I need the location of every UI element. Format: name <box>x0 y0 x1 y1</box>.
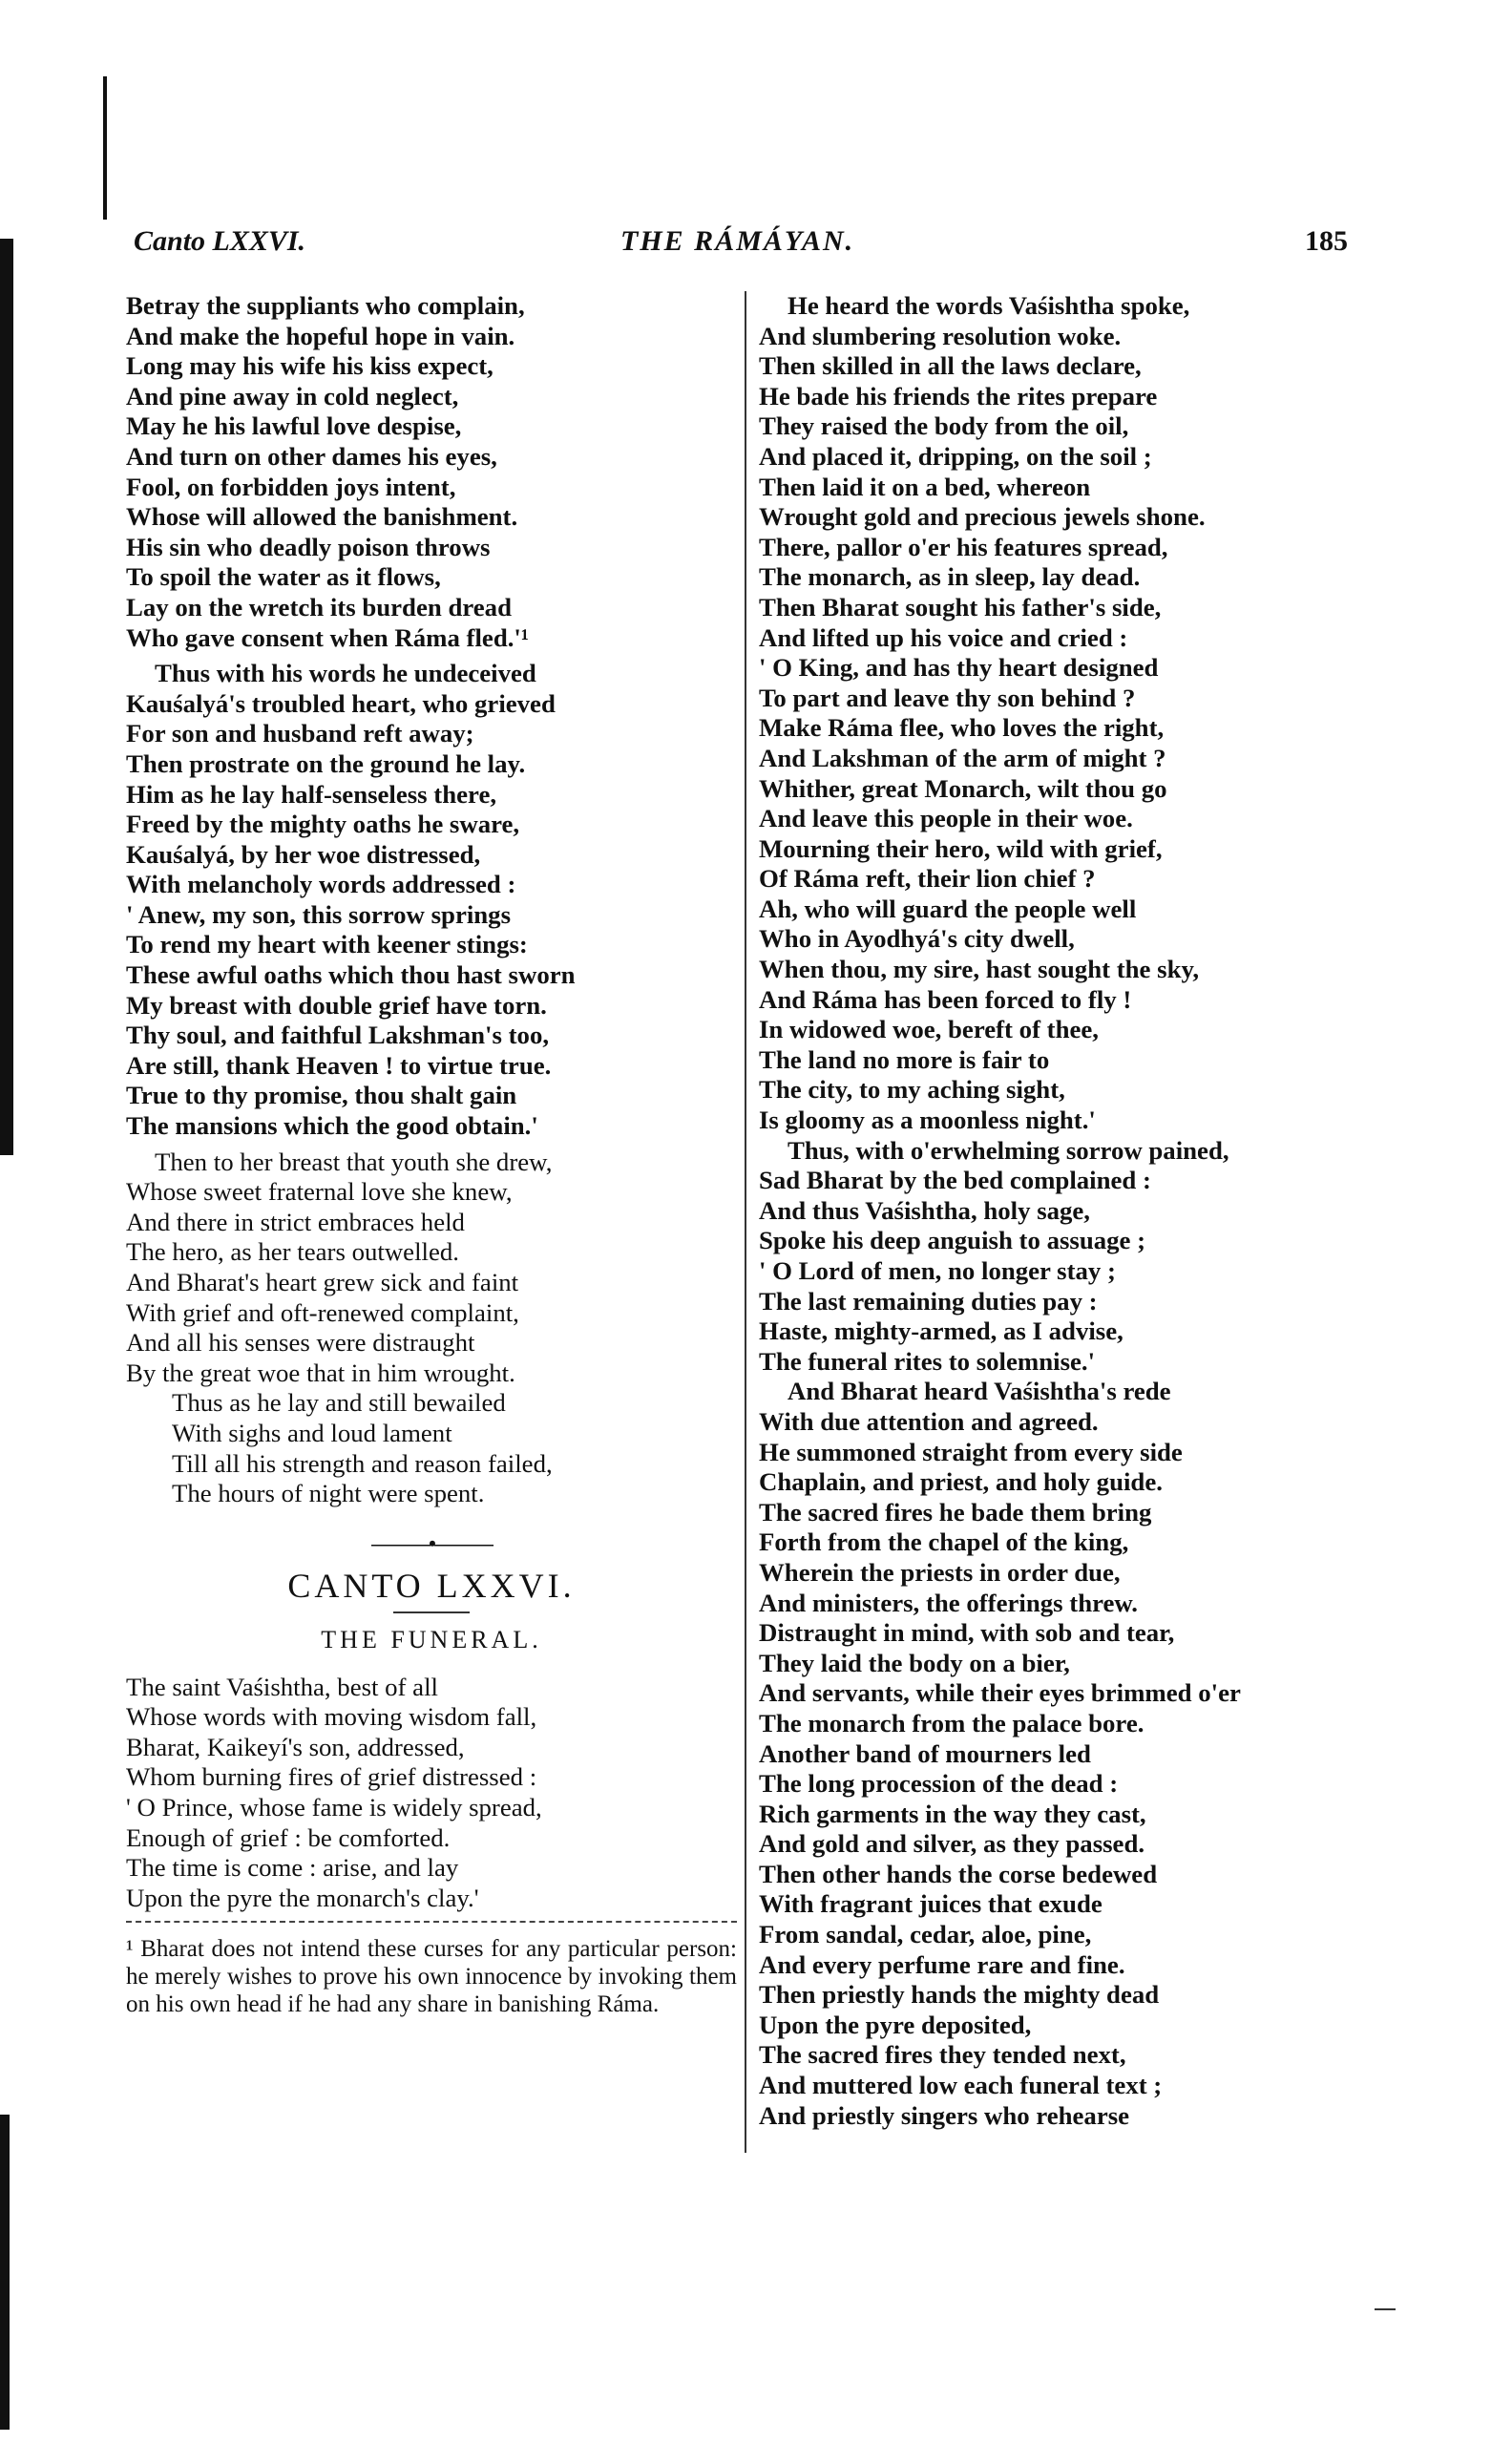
ornament-divider: ———•——— <box>371 1530 492 1555</box>
verse-line: ' O Prince, whose fame is widely spread, <box>126 1792 542 1822</box>
verse-line: And there in strict embraces held <box>126 1207 465 1236</box>
verse-line: Upon the pyre the monarch's clay.' <box>126 1883 479 1912</box>
verse-line: The monarch, as in sleep, lay dead. <box>759 562 1141 592</box>
verse-line: These awful oaths which thou hast sworn <box>126 960 576 990</box>
verse-line: Enough of grief : be comforted. <box>126 1822 451 1852</box>
verse-line: And Lakshman of the arm of might ? <box>759 743 1166 772</box>
verse-line: True to thy promise, thou shalt gain <box>126 1081 517 1110</box>
verse-line: Whom burning fires of grief distressed : <box>126 1762 537 1792</box>
verse-line: Whose will allowed the banishment. <box>126 502 518 532</box>
verse-line: Wherein the priests in order due, <box>759 1557 1121 1587</box>
title-rule <box>393 1611 470 1613</box>
column-divider <box>745 291 746 2153</box>
verse-line: Fool, on forbidden joys intent, <box>126 472 456 501</box>
header-canto: Canto LXXVI. <box>134 225 306 257</box>
right-column <box>759 291 1332 2131</box>
verse-line: The funeral rites to solemnise.' <box>759 1346 1096 1376</box>
verse-line: With melancholy words addressed : <box>126 870 516 899</box>
verse-line: And lifted up his voice and cried : <box>759 622 1128 652</box>
verse-line: Of Ráma reft, their lion chief ? <box>759 864 1096 894</box>
verse-line: Whither, great Monarch, wilt thou go <box>759 773 1167 803</box>
left-column <box>126 291 737 2018</box>
canto-title: CANTO LXXVI. <box>287 1567 576 1606</box>
verse-line: To rend my heart with keener stings: <box>126 930 528 959</box>
verse-line: In widowed woe, bereft of thee, <box>759 1015 1100 1044</box>
verse-line: To spoil the water as it flows, <box>126 562 441 592</box>
verse-line: Then Bharat sought his father's side, <box>759 592 1162 621</box>
verse-line: And gold and silver, as they passed. <box>759 1829 1145 1859</box>
verse-line: They laid the body on a bier, <box>759 1648 1070 1677</box>
verse-line: Bharat, Kaikeyí's son, addressed, <box>126 1732 465 1761</box>
verse-line: Spoke his deep anguish to assuage ; <box>759 1226 1146 1255</box>
verse-line: Make Ráma flee, who loves the right, <box>759 713 1165 743</box>
verse-line: And servants, while their eyes brimmed o'er <box>759 1678 1241 1708</box>
verse-line: The land no more is fair to <box>759 1044 1050 1074</box>
verse-line: My breast with double grief have torn. <box>126 990 547 1020</box>
verse-line: And priestly singers who rehearse <box>759 2100 1130 2130</box>
verse-line: And leave this people in their woe. <box>759 804 1133 833</box>
verse-line: And ministers, the offerings threw. <box>759 1588 1138 1617</box>
verse-line: And Bharat's heart grew sick and faint <box>126 1268 519 1296</box>
verse-line: And pine away in cold neglect, <box>126 381 459 411</box>
verse-line: And slumbering resolution woke. <box>759 321 1122 350</box>
verse-line: Till all his strength and reason failed, <box>172 1448 553 1478</box>
verse-line: ' Anew, my son, this sorrow springs <box>126 899 512 929</box>
verse-line: He heard the words Vaśishtha spoke, <box>788 291 1190 320</box>
verse-line: Then laid it on a bed, whereon <box>759 472 1091 501</box>
verse-line: Then skilled in all the laws declare, <box>759 351 1142 381</box>
verse-line: Then to her breast that youth she drew, <box>155 1147 553 1176</box>
verse-line: ' O Lord of men, no longer stay ; <box>759 1256 1116 1285</box>
verse-line: He summoned straight from every side <box>759 1437 1183 1466</box>
verse-line: The city, to my aching sight, <box>759 1075 1065 1105</box>
verse-line: Upon the pyre deposited, <box>759 2010 1032 2039</box>
verse-line: Wrought gold and precious jewels shone. <box>759 502 1206 532</box>
verse-line: Whose words with moving wisdom fall, <box>126 1702 537 1732</box>
verse-line: Rich garments in the way they cast, <box>759 1799 1146 1828</box>
verse-line: By the great woe that in him wrought. <box>126 1358 515 1387</box>
right-stanza-1 <box>759 291 1332 1136</box>
verse-line: The time is come : arise, and lay <box>126 1853 459 1883</box>
canto-subtitle: THE FUNERAL. <box>321 1625 542 1653</box>
verse-line: From sandal, cedar, aloe, pine, <box>759 1920 1092 1949</box>
verse-line: And Ráma has been forced to fly ! <box>759 984 1132 1014</box>
verse-line: And muttered low each funeral text ; <box>759 2071 1163 2100</box>
page-number: 185 <box>1305 225 1348 257</box>
verse-line: Who in Ayodhyá's city dwell, <box>759 924 1075 954</box>
verse-line: May he his lawful love despise, <box>126 411 462 441</box>
verse-line: Who gave consent when Ráma fled.'¹ <box>126 622 529 652</box>
verse-line: Another band of mourners led <box>759 1738 1091 1768</box>
verse-line: The last remaining duties pay : <box>759 1286 1098 1316</box>
verse-line: And placed it, dripping, on the soil ; <box>759 441 1152 471</box>
verse-line: The long procession of the dead : <box>759 1769 1119 1799</box>
footnote <box>126 1935 737 2018</box>
verse-line: Kauśalyá's troubled heart, who grieved <box>126 688 556 718</box>
page-header <box>124 225 1348 267</box>
verse-line: Betray the suppliants who complain, <box>126 291 525 320</box>
verse-line: To part and leave thy son behind ? <box>759 683 1136 712</box>
scan-edge-left <box>0 239 13 1155</box>
verse-line: The sacred fires they tended next, <box>759 2040 1126 2070</box>
verse-line: And turn on other dames his eyes, <box>126 441 497 471</box>
verse-line: There, pallor o'er his features spread, <box>759 532 1168 561</box>
right-stanza-3 <box>759 1377 1332 2131</box>
verse-line: Whose sweet fraternal love she knew, <box>126 1177 513 1207</box>
verse-line: With due attention and agreed. <box>759 1406 1099 1436</box>
verse-line: The hours of night were spent. <box>172 1479 485 1508</box>
right-stanza-2 <box>759 1136 1332 1378</box>
verse-line: Are still, thank Heaven ! to virtue true. <box>126 1050 552 1080</box>
left-stanza-2 <box>126 659 737 1142</box>
verse-line: Is gloomy as a moonless night.' <box>759 1106 1096 1135</box>
verse-line: He bade his friends the rites prepare <box>759 381 1158 411</box>
verse-line: The mansions which the good obtain.' <box>126 1111 538 1141</box>
verse-line: Ah, who will guard the people well <box>759 894 1137 923</box>
verse-line: And Bharat heard Vaśishtha's rede <box>788 1377 1171 1406</box>
verse-line: Long may his wife his kiss expect, <box>126 351 494 381</box>
verse-line: Then priestly hands the mighty dead <box>759 1980 1160 2010</box>
verse-line: Distraught in mind, with sob and tear, <box>759 1618 1175 1648</box>
verse-line: With sighs and loud lament <box>172 1418 452 1447</box>
verse-line: Thus, with o'erwhelming sorrow pained, <box>788 1135 1229 1165</box>
verse-line: With grief and oft-renewed complaint, <box>126 1297 519 1327</box>
verse-line: And every perfume rare and fine. <box>759 1949 1125 1979</box>
header-title: THE RÁMÁYAN. <box>620 225 855 257</box>
verse-line: The sacred fires he bade them bring <box>759 1497 1152 1527</box>
margin-dash <box>1375 2308 1396 2310</box>
verse-line: Mourning their hero, wild with grief, <box>759 833 1163 863</box>
scan-edge-top <box>103 76 107 220</box>
verse-line: Freed by the mighty oaths he sware, <box>126 810 520 839</box>
verse-line: His sin who deadly poison throws <box>126 532 491 561</box>
verse-line: And thus Vaśishtha, holy sage, <box>759 1195 1091 1225</box>
verse-line: Thy soul, and faithful Lakshman's too, <box>126 1021 550 1050</box>
footnote-text: ¹ Bharat does not intend these curses for any particular person: he merely wishes to prove his own innocence by invoking them on his own head if he had any share in banishing Ráma. <box>126 1936 737 2018</box>
verse-line: And all his senses were distraught <box>126 1328 475 1358</box>
left-stanza-3 <box>126 1148 737 1509</box>
verse-line: They raised the body from the oil, <box>759 411 1129 441</box>
verse-line: Sad Bharat by the bed complained : <box>759 1166 1151 1195</box>
verse-line: With fragrant juices that exude <box>759 1889 1102 1919</box>
verse-line: Kauśalyá, by her woe distressed, <box>126 839 481 869</box>
verse-line: The hero, as her tears outwelled. <box>126 1237 459 1267</box>
verse-line: ' O King, and has thy heart designed <box>759 653 1159 683</box>
verse-line: Him as he lay half-senseless there, <box>126 779 497 809</box>
scan-edge-bottom <box>0 2115 10 2430</box>
verse-line: Chaplain, and priest, and holy guide. <box>759 1467 1163 1497</box>
verse-line: Then other hands the corse bedewed <box>759 1859 1158 1888</box>
verse-line: The monarch from the palace bore. <box>759 1708 1144 1737</box>
footnote-rule <box>126 1921 737 1924</box>
verse-line: Lay on the wretch its burden dread <box>126 592 512 621</box>
verse-line: Haste, mighty-armed, as I advise, <box>759 1316 1124 1346</box>
left-stanza-1 <box>126 291 737 653</box>
verse-line: When thou, my sire, hast sought the sky, <box>759 955 1200 984</box>
verse-line: Then prostrate on the ground he lay. <box>126 748 526 778</box>
verse-line: Thus with his words he undeceived <box>155 659 536 688</box>
verse-line: For son and husband reft away; <box>126 719 474 748</box>
verse-line: Thus as he lay and still bewailed <box>172 1388 506 1418</box>
verse-line: And make the hopeful hope in vain. <box>126 321 515 350</box>
verse-line: Forth from the chapel of the king, <box>759 1527 1129 1557</box>
left-stanza-4 <box>126 1673 737 1914</box>
verse-line: The saint Vaśishtha, best of all <box>126 1672 438 1701</box>
